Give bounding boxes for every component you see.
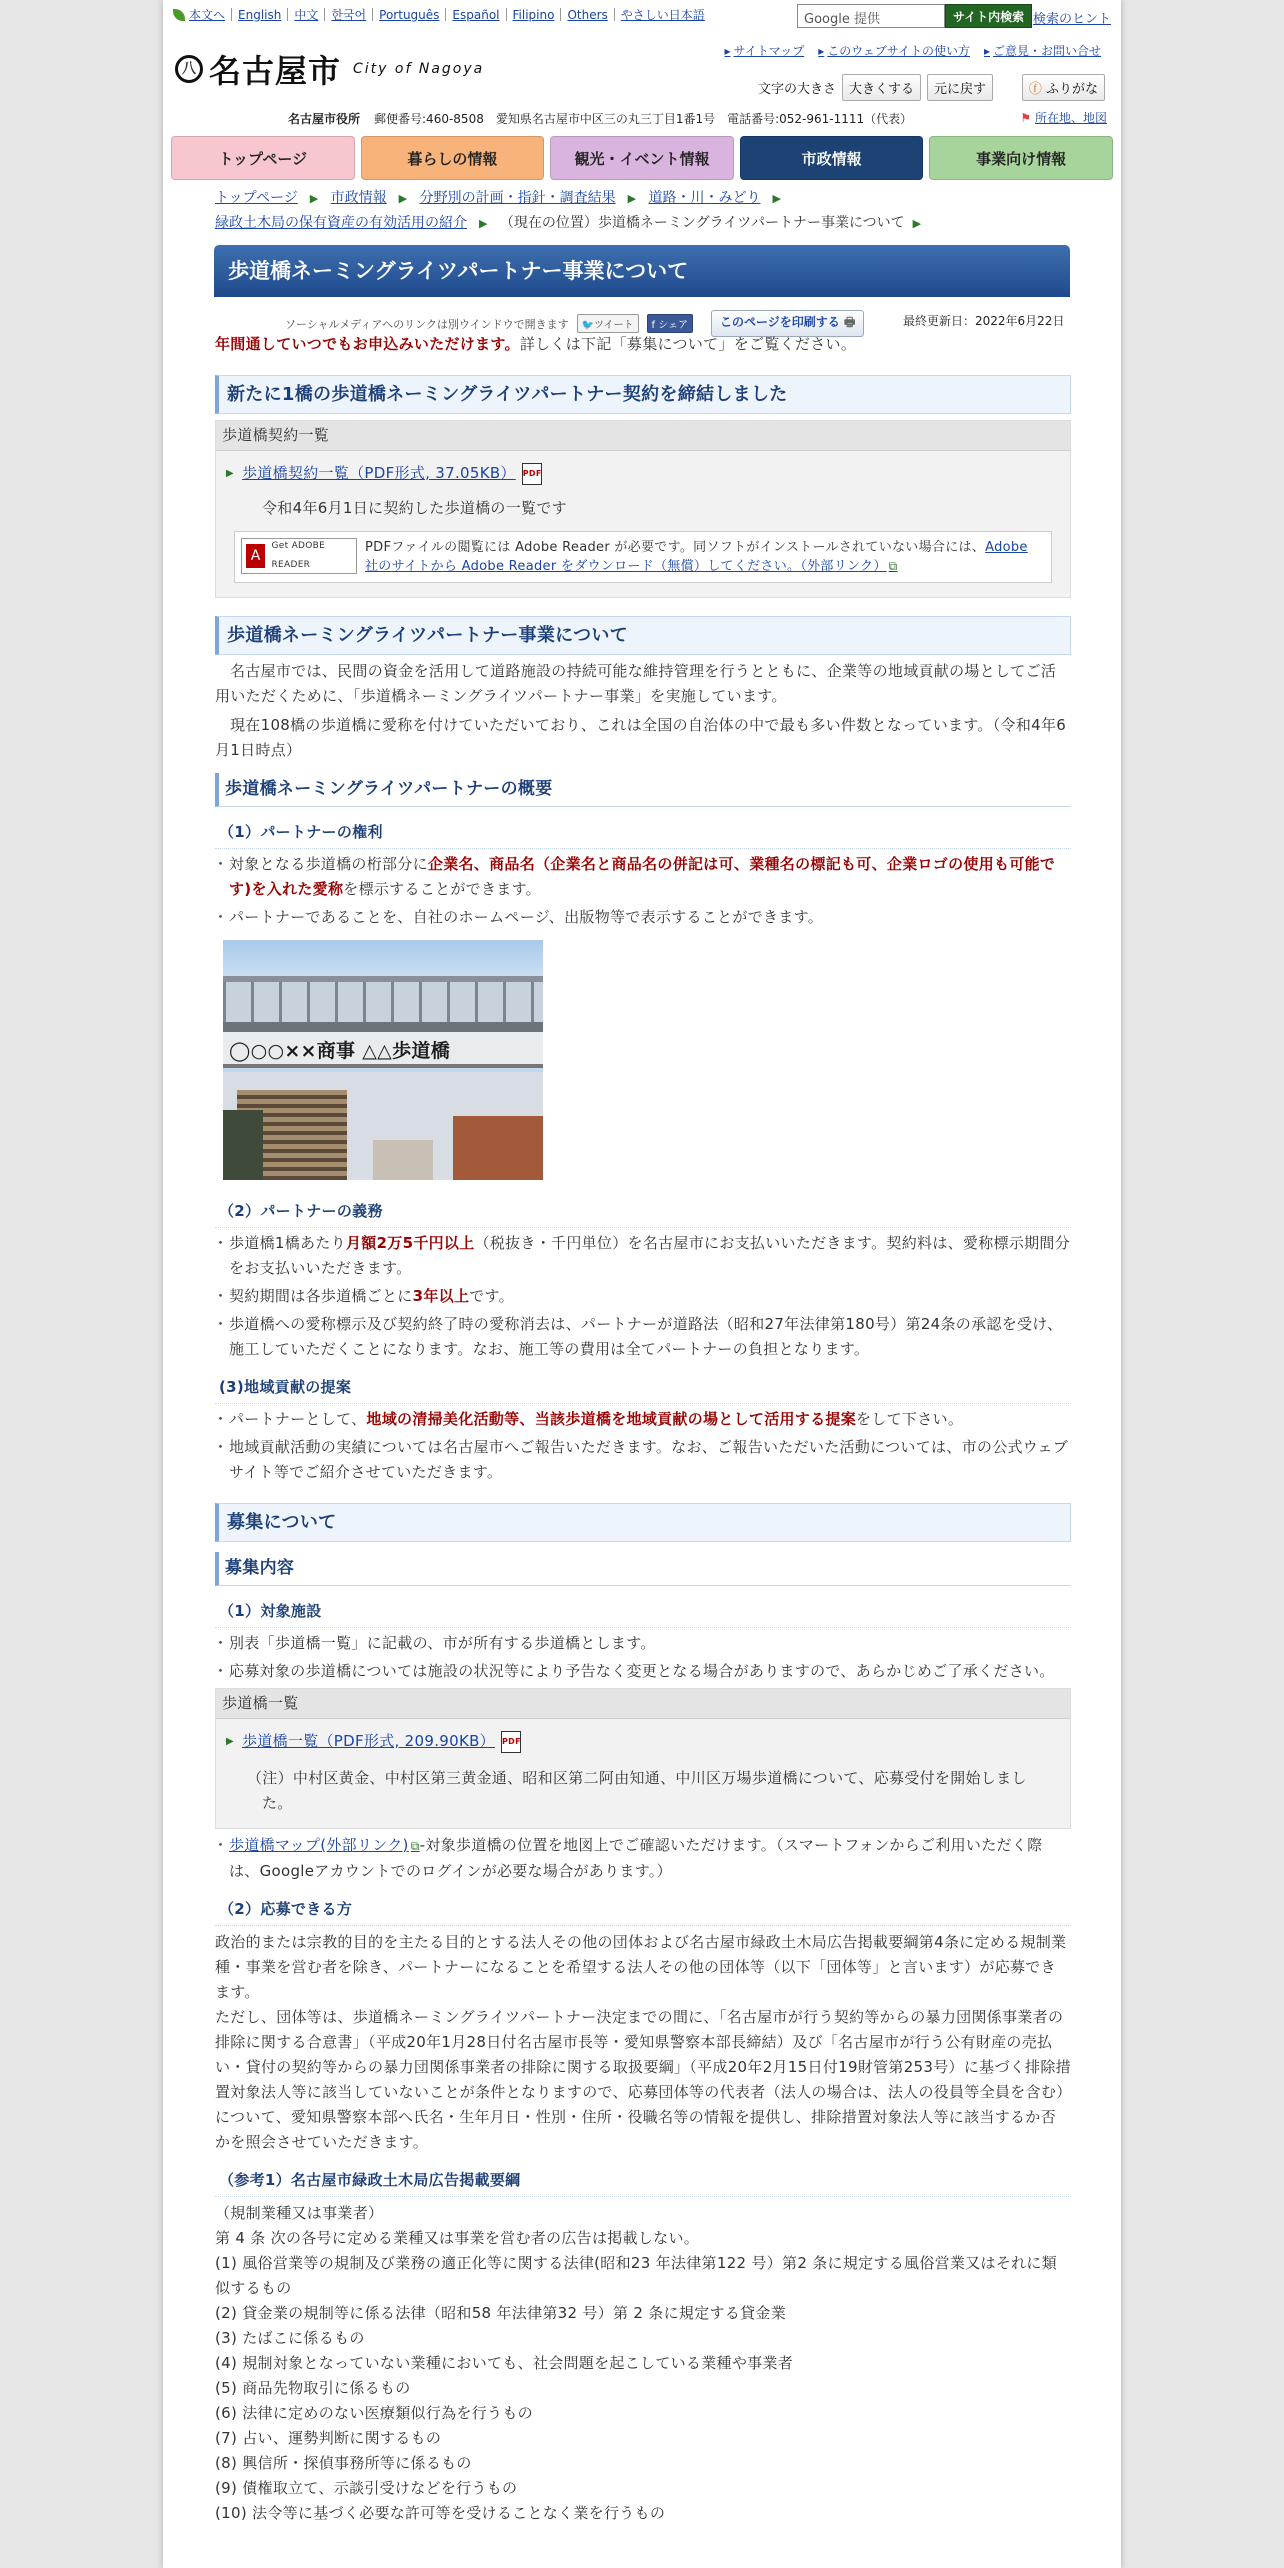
lang-link-korean[interactable]: 한국어: [331, 8, 367, 22]
lang-link-chinese[interactable]: 中文: [294, 8, 319, 22]
rights-1-text-b: を標示することができます。: [343, 880, 541, 898]
tweet-button[interactable]: [577, 314, 639, 333]
flag-icon: ⚑: [1020, 111, 1032, 125]
breadcrumb-plans[interactable]: 分野別の計画・指針・調査結果: [419, 190, 616, 206]
contribution-1-text-b: をして下さい。: [856, 1410, 964, 1428]
adobe-download-link[interactable]: Adobe 社のサイトから Adobe Reader をダウンロード（無償）してください。（外部リンク） ⧉: [365, 540, 1028, 574]
office-address: [288, 110, 912, 127]
lang-link-easy-japanese[interactable]: やさしい日本語: [620, 8, 705, 22]
tweet-label: ツイート: [594, 320, 634, 331]
lang-link-filipino[interactable]: Filipino: [512, 7, 555, 22]
reference-heading: （参考1）名古屋市緑政土木局広告掲載要綱: [215, 2165, 1071, 2197]
logo-japanese: 名古屋市: [209, 52, 342, 90]
bridge-list-pdf-link[interactable]: 歩道橋一覧（PDF形式, 209.90KB）: [242, 1732, 495, 1750]
reference-line-4: (3) たばこに係るもの: [215, 2329, 365, 2347]
reference-line-9: (8) 興信所・探偵事務所等に係るもの: [215, 2454, 472, 2472]
target-item-1: ・ 別表「歩道橋一覧」に記載の、市が所有する歩道橋とします。: [215, 1631, 1071, 1656]
pdf-icon: PDF: [522, 463, 542, 485]
duties-item-1: [215, 1231, 1071, 1281]
duties-item-2: [215, 1284, 1071, 1309]
breadcrumb-administration[interactable]: 市政情報: [330, 190, 387, 206]
photo-sign-text: ◯○○××商事 △△歩道橋: [229, 1040, 450, 1062]
target-item-2: ・ 応募対象の歩道橋については施設の状況等により予告なく変更となる場合がありますので、あらかじめご了承ください。: [215, 1659, 1071, 1684]
utility-links: [725, 42, 1101, 59]
reference-line-3: (2) 貸金業の規制等に係る法律（昭和58 年法律第32 号）第 2 条に規定する貸金業: [215, 2304, 787, 2322]
project-heading: 歩道橋ネーミングライツパートナー事業について: [215, 616, 1071, 655]
bridge-list-title: 歩道橋一覧: [216, 1689, 1070, 1719]
reference-line-0: （規制業種又は事業者）: [215, 2204, 384, 2222]
font-size-label: 文字の大きさ: [758, 82, 837, 97]
get-adobe-reader-button[interactable]: [241, 538, 357, 574]
lang-link-english[interactable]: English: [238, 7, 282, 22]
duties-2-text-b: です。: [469, 1287, 514, 1305]
page: [163, 0, 1121, 2568]
map-link-wrap: [1020, 109, 1107, 126]
recruitment-heading: 募集について: [215, 1503, 1071, 1542]
site-logo[interactable]: [175, 46, 484, 92]
contribution-1-text-a: パートナーとして、: [229, 1410, 367, 1428]
contract-box-title: 歩道橋契約一覧: [216, 421, 1070, 451]
duties-item-3: ・ 歩道橋への愛称標示及び契約終了時の愛称消去は、パートナーが道路法（昭和27年法律第180号）第24条の承認を受け、施工していただくことになります。なお、施工等の費用は全てパートナーの負担となります。: [215, 1312, 1071, 1362]
contract-box: [215, 420, 1071, 598]
arrow-icon: ▶: [226, 468, 234, 479]
overview-heading: 歩道橋ネーミングライツパートナーの概要: [215, 773, 1071, 807]
social-note: ソーシャルメディアへのリンクは別ウインドウで開きます: [285, 317, 569, 331]
office-name: 名古屋市役所: [288, 112, 361, 126]
contact-link[interactable]: ▸ ご意見・お問い合せ: [984, 42, 1101, 59]
eligibility-paragraph-1: 政治的または宗教的目的を主たる目的とする法人その他の団体および名古屋市緑政土木局広告掲載要綱第4条に定める規制業種・事業を営む者を除き、パートナーになることを希望する法人その他の団体等（以下「団体等」と言います）が応募できます。: [215, 1933, 1067, 2001]
page-title: 歩道橋ネーミングライツパートナー事業について: [214, 245, 1070, 297]
project-paragraph-1: 名古屋市では、民間の資金を活用して道路施設の持続可能な維持管理を行うとともに、企業等の地域貢献の場としてご活用いただくために、「歩道橋ネーミングライツパートナー事業」を実施しています。: [215, 662, 1057, 705]
contribution-heading: (3)地域貢献の提案: [215, 1372, 1071, 1404]
adobe-reader-note: PDFファイルの閲覧には Adobe Reader が必要です。同ソフトがインストールされていない場合には、: [365, 540, 986, 555]
bridge-map-text: -対象歩道橋の位置を地図上でご確認いただけます。（スマートフォンからご利用いただく際は、Googleアカウントでのログインが必要な場合があります。）: [229, 1836, 1043, 1880]
reference-line-5: (4) 規制対象となっていない業種においても、社会問題を起こしている業種や事業者: [215, 2354, 794, 2372]
breadcrumb-current: （現在の位置）歩道橋ネーミングライツパートナー事業について: [499, 215, 905, 231]
contract-desc: 令和4年6月1日に契約した歩道橋の一覧です: [262, 499, 567, 517]
city-emblem-icon: 八: [175, 55, 203, 83]
location-map-link[interactable]: 所在地、地図: [1034, 111, 1107, 125]
facebook-icon: f: [651, 320, 659, 331]
contribution-item-2: ・ 地域貢献活動の実績については名古屋市へご報告いただきます。なお、ご報告いただいた活動については、市の公式ウェブサイト等でご紹介させていただきます。: [215, 1435, 1071, 1485]
reference-line-6: (5) 商品先物取引に係るもの: [215, 2379, 411, 2397]
duties-1-highlight: 月額2万5千円以上: [345, 1234, 475, 1252]
duties-1-text-a: 歩道橋1橋あたり: [229, 1234, 346, 1252]
bridge-map-link[interactable]: 歩道橋マップ(外部リンク) ⧉: [229, 1836, 420, 1854]
intro-text: 詳しくは下記「募集について」をご覧ください。: [519, 335, 857, 353]
office-address-text: 郵便番号:460-8508 愛知県名古屋市中区三の丸三丁目1番1号 電話番号:052-961-1111（代表）: [374, 112, 913, 126]
lang-link-portuguese[interactable]: Português: [379, 7, 440, 22]
duties-heading: （2）パートナーの義務: [215, 1196, 1071, 1228]
duties-1-text-b: （税抜き・千円単位）を名古屋市にお支払いいただきます。契約料は、愛称標示期間分をお支払いいただきます。: [229, 1234, 1071, 1277]
reference-line-1: 第 4 条 次の各号に定める業種又は事業を営む者の広告は掲載しない。: [215, 2229, 700, 2247]
furigana-button[interactable]: [1022, 74, 1105, 101]
printer-icon: 🖶: [844, 315, 856, 329]
howto-link[interactable]: ▸ このウェブサイトの使い方: [818, 42, 970, 59]
contribution-1-highlight: 地域の清掃美化活動等、当該歩道橋を地域貢献の場として活用する提案: [366, 1410, 857, 1428]
nav-living[interactable]: 暮らしの情報: [361, 136, 545, 180]
bridge-list-box: [215, 1688, 1071, 1829]
font-size-control: [758, 74, 993, 101]
logo-english: City of Nagoya: [353, 61, 485, 77]
project-paragraph-2: 現在108橋の歩道橋に愛称を付けていただいており、これは全国の自治体の中で最も多い件数となっています。（令和4年6月1日時点）: [215, 716, 1067, 759]
adobe-reader-text: [365, 538, 1045, 576]
intro-highlight: 年間通していつでもお申込みいただけます。: [215, 335, 520, 353]
adobe-reader-box: [234, 531, 1052, 583]
site-search: [797, 4, 1032, 28]
eligibility-heading: （2）応募できる方: [215, 1894, 1071, 1926]
search-input[interactable]: Google 提供: [797, 4, 945, 28]
pedestrian-bridge-photo: [223, 940, 543, 1180]
pdf-icon: PDF: [501, 1731, 521, 1753]
nav-business[interactable]: 事業向け情報: [929, 136, 1113, 180]
search-hint-link[interactable]: 検索のヒント: [1033, 12, 1112, 27]
breadcrumb: トップページ ▶ 市政情報 ▶ 分野別の計画・指針・調査結果 ▶ 道路・川・みどり ▶ 緑政土木局の保有資産の有効活用の紹介 ▶ （現在の位置）歩道橋ネーミングライツパートナー事業について ▶: [215, 190, 922, 231]
rights-1-highlight: 企業名、商品名（企業名と商品名の併記は可、業種名の標記も可、企業ロゴの使用も可能です)を入れた愛称: [229, 855, 1056, 898]
rights-item-1: [215, 852, 1071, 902]
bridge-list-download: [216, 1719, 1070, 1758]
reference-line-10: (9) 債権取立て、示談引受けなどを行うもの: [215, 2479, 518, 2497]
lang-link-skip[interactable]: 本文へ: [189, 8, 226, 22]
furigana-icon: ⓕ: [1028, 82, 1046, 97]
leaf-icon: [173, 9, 185, 21]
share-label: シェア: [658, 320, 689, 331]
lang-link-spanish[interactable]: Español: [452, 7, 500, 22]
nav-tourism[interactable]: 観光・イベント情報: [550, 136, 734, 180]
duties-2-text-a: 契約期間は各歩道橋ごとに: [229, 1287, 413, 1305]
bridge-map-item: [215, 1833, 1071, 1884]
contract-download: [216, 451, 1070, 490]
search-button[interactable]: サイト内検索: [945, 4, 1032, 28]
language-bar: [173, 6, 705, 23]
reference-line-7: (6) 法律に定めのない医療類似行為を行うもの: [215, 2404, 533, 2422]
last-updated: 最終更新日：2022年6月22日: [903, 314, 1065, 328]
duties-2-highlight: 3年以上: [412, 1287, 470, 1305]
reference-line-2: (1) 風俗営業等の規制及び業務の適正化等に関する法律(昭和23 年法律第122 号）第2 条に規定する風俗営業又はそれに類似するもの: [215, 2254, 1058, 2297]
contract-pdf-link[interactable]: 歩道橋契約一覧（PDF形式, 37.05KB）: [242, 464, 516, 482]
print-label: このページを印刷する: [720, 315, 840, 329]
target-heading: （1）対象施設: [215, 1596, 1071, 1628]
eligibility-paragraph-2: ただし、団体等は、歩道橋ネーミングライツパートナー決定までの間に、「名古屋市が行う契約等からの暴力団関係事業者の排除に関する合意書」（平成20年1月28日付名古屋市長等・愛知県警察本部長締結）及び「名古屋市が行う公有財産の売払い・貸付の契約等からの暴力団関係事業者の排除に関する取扱要綱」（平成20年2月15日付19財管第253号）に基づく排除措置対象法人等に該当していないことが条件となりますので、応募団体等の代表者（法人の場合は、法人の役員等全員を含む）について、愛知県警察本部へ氏名・生年月日・性別・住所・役職名等の情報を提供し、排除措置対象法人等に該当するか否かを照会させていただきます。: [215, 2008, 1071, 2151]
reference-line-11: (10) 法令等に基づく必要な許可等を受けることなく業を行うもの: [215, 2504, 666, 2522]
breadcrumb-assets[interactable]: 緑政土木局の保有資産の有効活用の紹介: [215, 215, 467, 231]
nav-city-administration[interactable]: 市政情報: [740, 136, 924, 180]
intro: [215, 332, 1071, 357]
arrow-icon: ▶: [226, 1736, 234, 1747]
rights-item-2: ・ パートナーであることを、自社のホームページ、出版物等で表示することができます。: [215, 905, 1071, 930]
recruitment-details-heading: 募集内容: [215, 1552, 1071, 1586]
breadcrumb-top[interactable]: トップページ: [215, 190, 298, 206]
breadcrumb-roads[interactable]: 道路・川・みどり: [648, 190, 761, 206]
adobe-reader-label: Get ADOBE READER: [271, 541, 326, 570]
furigana-label: ふりがな: [1045, 82, 1098, 97]
contribution-item-1: [215, 1407, 1071, 1432]
bridge-list-note: （注）中村区黄金、中村区第三黄金通、昭和区第二阿由知通、中川区万場歩道橋について、応募受付を開始しました。: [247, 1769, 1027, 1812]
rights-heading: （1）パートナーの権利: [215, 817, 1071, 849]
font-reset-button[interactable]: 元に戻す: [927, 74, 993, 101]
nav-top[interactable]: トップページ: [171, 136, 355, 180]
reference-line-8: (7) 占い、運勢判断に関するもの: [215, 2429, 442, 2447]
sitemap-link[interactable]: ▸ サイトマップ: [725, 42, 805, 59]
contract-heading: 新たに1橋の歩道橋ネーミングライツパートナー契約を締結しました: [215, 375, 1071, 414]
rights-1-text-a: 対象となる歩道橋の桁部分に: [229, 855, 428, 873]
twitter-icon: 🐦: [581, 320, 595, 331]
adobe-icon: A: [246, 544, 265, 568]
font-larger-button[interactable]: 大きくする: [842, 74, 921, 101]
global-nav: [171, 136, 1113, 180]
main-content: [215, 332, 1071, 2526]
facebook-share-button[interactable]: [647, 314, 694, 333]
lang-link-others[interactable]: Others: [567, 7, 608, 22]
